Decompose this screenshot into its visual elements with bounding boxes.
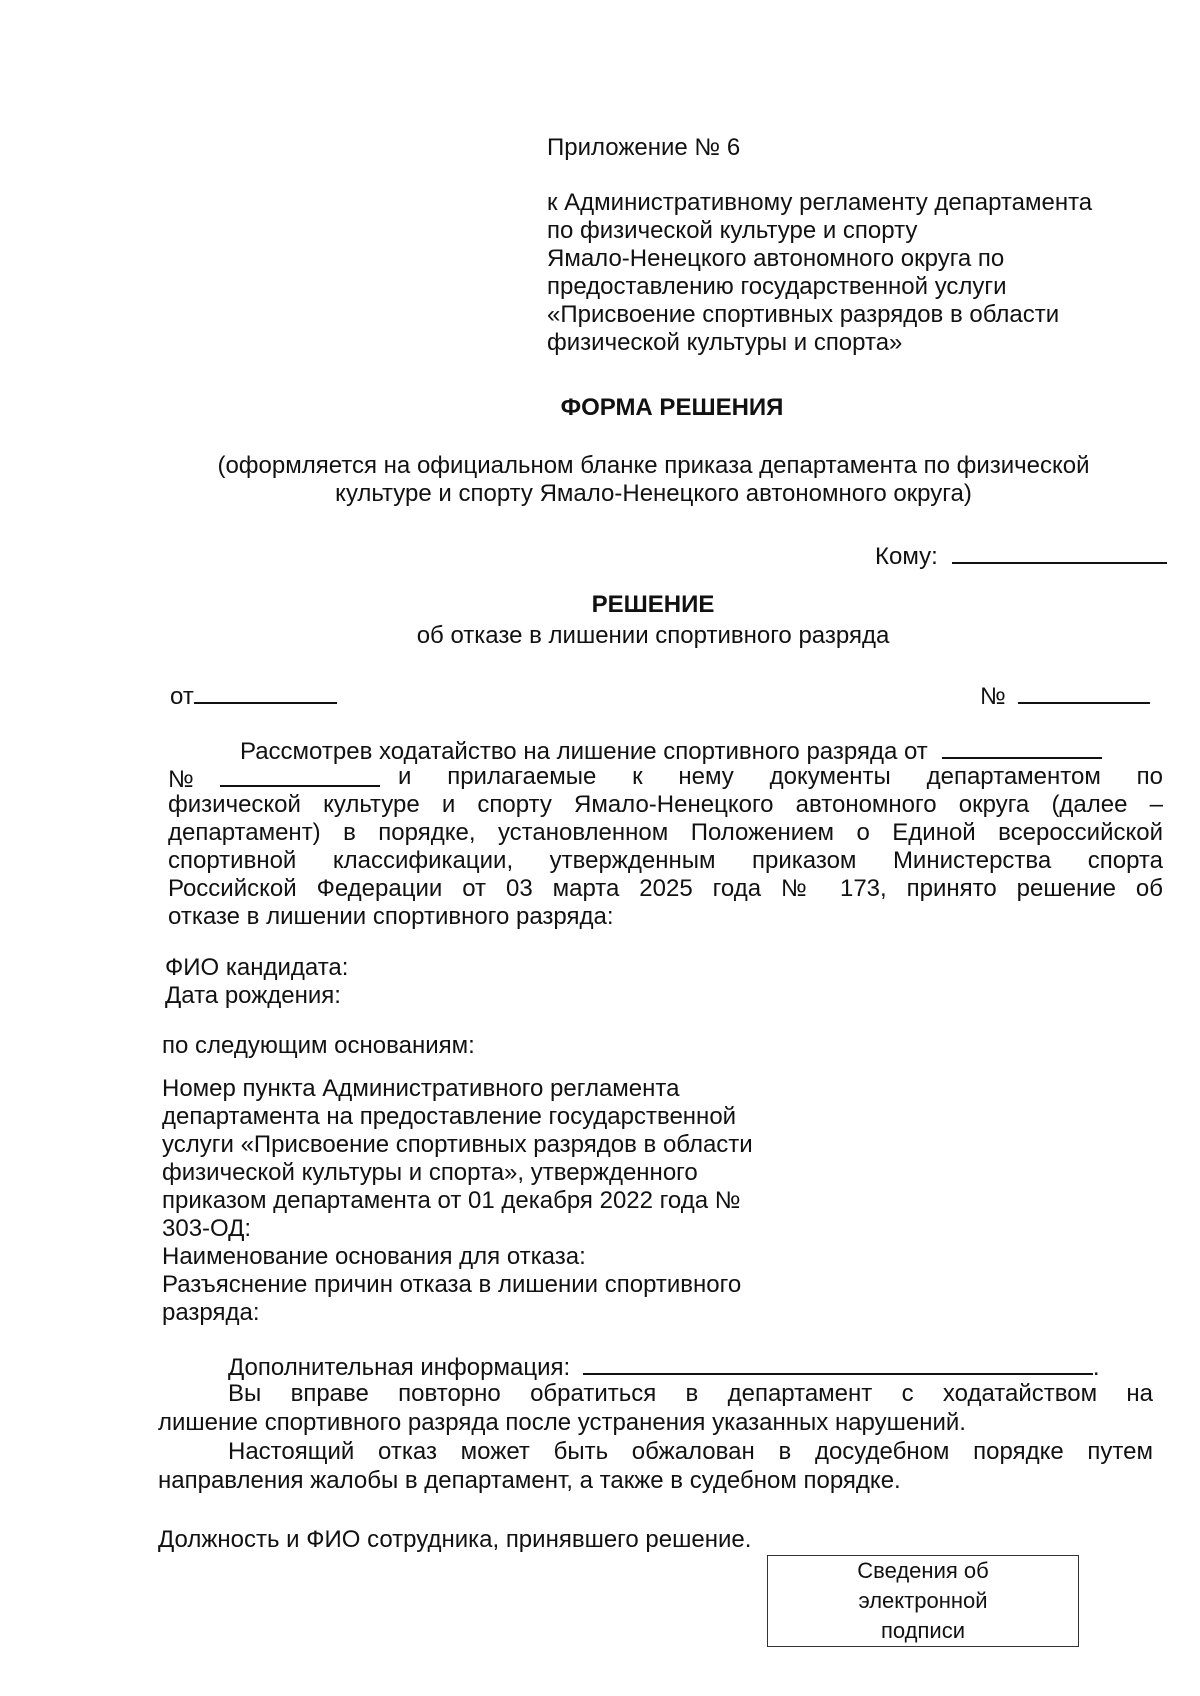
reapply-line: лишение спортивного разряда после устранения указанных нарушений.: [158, 1409, 966, 1436]
appendix-line: «Присвоение спортивных разрядов в области: [547, 301, 1060, 328]
signature-box-line: электронной: [858, 1588, 988, 1613]
body-line: спортивной классификации, утвержденным приказом Министерства спорта: [168, 847, 1163, 874]
additional-section: [158, 1351, 1153, 1496]
petition-date-blank[interactable]: [942, 735, 1102, 759]
grounds-line: услуги «Присвоение спортивных разрядов в области: [162, 1131, 753, 1158]
appendix-number: Приложение № 6: [547, 134, 741, 161]
appendix-line: к Административному регламенту департамента: [547, 189, 1093, 216]
electronic-signature-box: [767, 1555, 1079, 1647]
appendix-line: физической культуры и спорта»: [547, 329, 903, 356]
appendix-line: по физической культуре и спорту: [547, 217, 918, 244]
form-note: [150, 452, 1157, 508]
number-blank[interactable]: [1018, 680, 1150, 704]
petition-number-label: №: [168, 766, 194, 793]
grounds-line: физической культуры и спорта», утвержденного: [162, 1159, 698, 1186]
grounds-line: приказом департамента от 01 декабря 2022 года №: [162, 1187, 741, 1214]
candidate-fields: [165, 954, 348, 1010]
grounds-intro: по следующим основаниям:: [162, 1032, 475, 1059]
additional-info-end: .: [1092, 1354, 1100, 1381]
decision-date-field: [170, 680, 337, 711]
body-line-first: [168, 735, 1163, 763]
recipient-field: [875, 540, 1167, 571]
appendix-line: Ямало-Ненецкого автономного округа по: [547, 245, 1005, 272]
additional-info-label: Дополнительная информация:: [228, 1354, 571, 1381]
form-note-line: (оформляется на официальном бланке приказа департамента по физической: [217, 452, 1090, 479]
appeal-line: направления жалобы в департамент, а также в судебном порядке.: [158, 1467, 901, 1494]
body-line: департамент) в порядке, установленном Положением о Единой всероссийской: [168, 819, 1163, 846]
recipient-label: Кому:: [875, 543, 938, 570]
birth-date-label: Дата рождения:: [165, 982, 341, 1009]
decision-body: [168, 735, 1163, 931]
grounds-line: Номер пункта Административного регламента: [162, 1075, 680, 1102]
body-line-second: [168, 763, 1163, 791]
grounds-line: Наименование основания для отказа:: [162, 1243, 586, 1270]
grounds-block: [162, 1075, 753, 1327]
body-line-text: Рассмотрев ходатайство на лишение спортивного разряда от: [240, 738, 928, 765]
grounds-line: департамента на предоставление государственной: [162, 1103, 737, 1130]
number-label: №: [980, 683, 1006, 710]
appeal-line: Настоящий отказ может быть обжалован в досудебном порядке путем: [228, 1438, 1153, 1465]
body-line-text: и прилагаемые к нему документы департаментом по: [398, 763, 1163, 790]
decision-title: РЕШЕНИЕ: [591, 591, 715, 618]
signer-line: Должность и ФИО сотрудника, принявшего решение.: [158, 1526, 752, 1553]
date-label: от: [170, 683, 194, 710]
additional-info-blank[interactable]: [583, 1351, 1093, 1375]
appendix-line: предоставлению государственной услуги: [547, 273, 1007, 300]
grounds-line: разряда:: [162, 1299, 260, 1326]
grounds-line: Разъяснение причин отказа в лишении спортивного: [162, 1271, 742, 1298]
decision-subtitle: об отказе в лишении спортивного разряда: [416, 622, 890, 649]
additional-info-row: [158, 1351, 1153, 1380]
grounds-line: 303-ОД:: [162, 1215, 252, 1242]
appendix-header: [547, 134, 1147, 357]
date-blank[interactable]: [194, 680, 337, 704]
candidate-name-label: ФИО кандидата:: [165, 954, 349, 981]
form-note-line: культуре и спорту Ямало-Ненецкого автономного округа): [335, 480, 972, 507]
decision-number-field: [980, 680, 1150, 711]
body-line: Российской Федерации от 03 марта 2025 года № 173, принято решение об: [168, 875, 1163, 902]
recipient-blank[interactable]: [952, 540, 1167, 564]
signature-box-line: подписи: [881, 1618, 965, 1643]
body-line: отказе в лишении спортивного разряда:: [168, 903, 614, 930]
body-line: физической культуре и спорту Ямало-Ненецкого автономного округа (далее –: [168, 791, 1163, 818]
reapply-line: Вы вправе повторно обратиться в департамент с ходатайством на: [228, 1380, 1153, 1407]
petition-number-blank[interactable]: [220, 763, 380, 787]
signature-box-line: Сведения об: [857, 1558, 989, 1583]
form-title: ФОРМА РЕШЕНИЯ: [560, 394, 784, 421]
